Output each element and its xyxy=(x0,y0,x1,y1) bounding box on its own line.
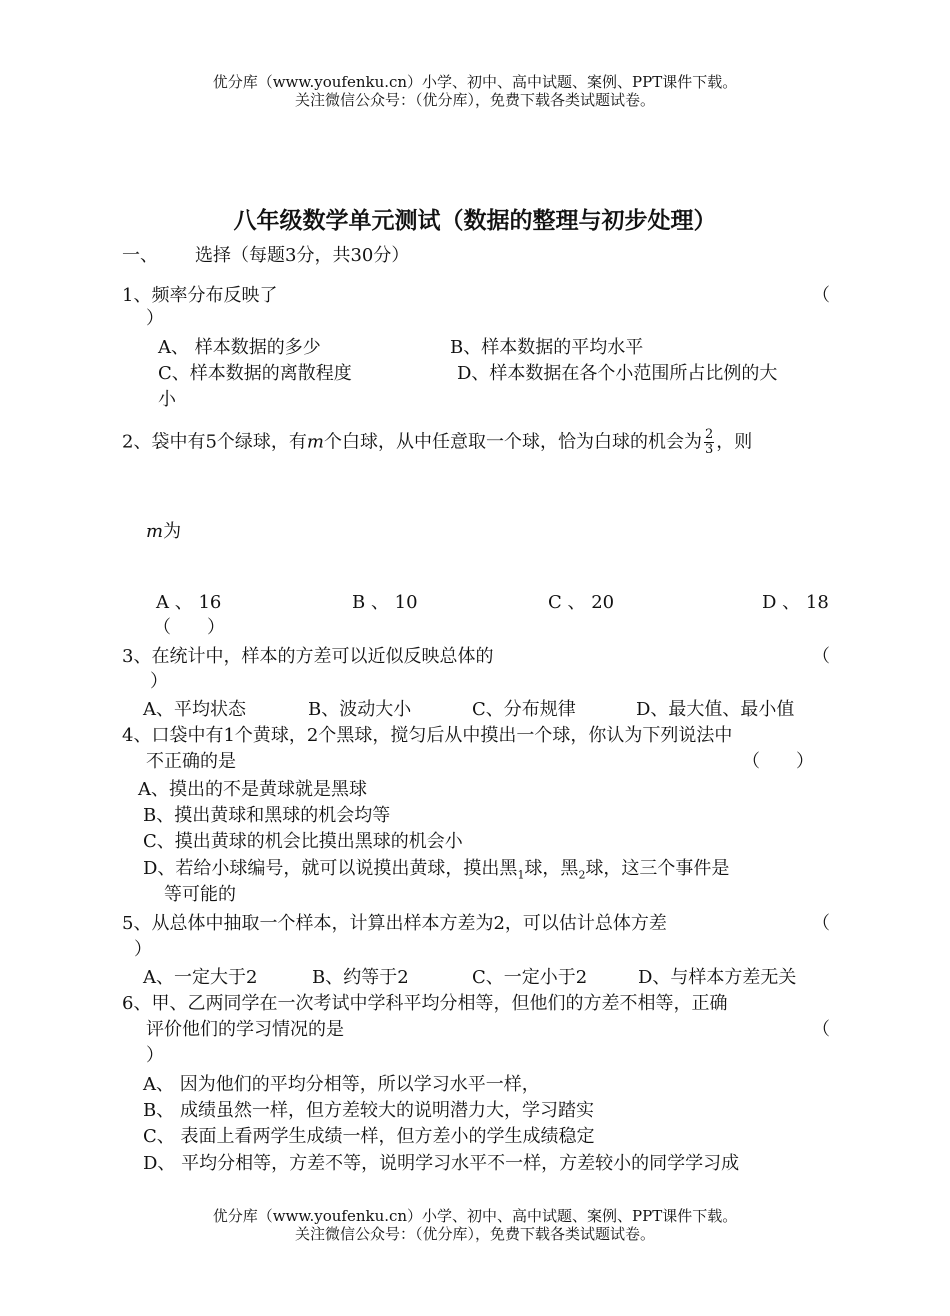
q3-option-a: A、平均状态 xyxy=(143,699,246,720)
q4-option-d-part3: 球，这三个事件是 xyxy=(585,858,730,879)
q3-paren-open: （ xyxy=(812,646,830,667)
header-line-2: 关注微信公众号：（优分库），免费下载各类试题试卷。 xyxy=(294,91,655,109)
q2-var-m: m xyxy=(306,431,324,453)
q1-option-b: B、样本数据的平均水平 xyxy=(450,337,644,358)
q2-cont xyxy=(146,520,181,544)
q5-paren-open: （ xyxy=(812,913,830,934)
q4-paren: （ ） xyxy=(742,751,814,772)
q4-sub-2: 2 xyxy=(578,868,586,882)
q5-option-c: C、一定小于2 xyxy=(472,967,588,988)
q4-option-c: C、摸出黄球的机会比摸出黑球的机会小 xyxy=(143,831,463,852)
section-number: 一、 xyxy=(122,245,158,266)
q3-option-d: D、最大值、最小值 xyxy=(636,699,795,720)
q2-stem-part3: ，则 xyxy=(716,431,753,453)
q5-option-b: B、约等于2 xyxy=(312,967,409,988)
q5-option-d: D、与样本方差无关 xyxy=(638,967,797,988)
q1-stem: 1、频率分布反映了 xyxy=(122,285,278,306)
q2-option-d: D 、 18 xyxy=(762,592,829,613)
q3-option-c: C、分布规律 xyxy=(472,699,576,720)
q2-option-b: B 、 10 xyxy=(352,592,418,613)
q4-stem: 4、口袋中有1个黄球，2个黑球，搅匀后从中摸出一个球，你认为下列说法中 xyxy=(122,725,733,746)
q4-option-b: B、摸出黄球和黑球的机会均等 xyxy=(143,805,391,826)
q2-cont-text: 为 xyxy=(163,521,182,542)
q4-option-d-cont: 等可能的 xyxy=(164,884,236,905)
q6-option-b: B、 成绩虽然一样，但方差较大的说明潜力大，学习踏实 xyxy=(143,1100,594,1121)
q5-option-a: A、一定大于2 xyxy=(143,967,258,988)
q2-stem-part2: 个白球，从中任意取一个球，恰为白球的机会为 xyxy=(323,431,702,453)
page-title: 八年级数学单元测试（数据的整理与初步处理） xyxy=(233,207,717,234)
q3-option-b: B、波动大小 xyxy=(308,699,412,720)
q1-paren-open: （ xyxy=(812,285,830,306)
footer-line-2: 关注微信公众号：（优分库），免费下载各类试题试卷。 xyxy=(294,1225,655,1243)
q5-stem: 5、从总体中抽取一个样本，计算出样本方差为2，可以估计总体方差 xyxy=(122,913,667,934)
q6-paren-close: ） xyxy=(146,1045,164,1066)
q1-option-d-cont: 小 xyxy=(158,389,176,410)
q2-frac-den: 3 xyxy=(704,442,714,457)
q2-var-m2: m xyxy=(146,521,164,542)
q2-option-a: A 、 16 xyxy=(156,592,222,613)
q1-option-d: D、样本数据在各个小范围所占比例的大 xyxy=(457,363,778,384)
q4-option-a: A、摸出的不是黄球就是黑球 xyxy=(138,779,367,800)
q4-option-d-part1: D、若给小球编号，就可以说摸出黄球，摸出黑 xyxy=(143,858,518,879)
q2-stem xyxy=(122,428,752,457)
section-heading: 选择（每题3分，共30分） xyxy=(195,245,410,266)
q4-option-d-part2: 球，黑 xyxy=(524,858,579,879)
q2-option-c: C 、 20 xyxy=(548,592,615,613)
q1-option-a: A、 样本数据的多少 xyxy=(158,337,321,358)
q4-cont: 不正确的是 xyxy=(146,751,236,772)
q2-frac-num: 2 xyxy=(704,427,714,442)
q6-cont: 评价他们的学习情况的是 xyxy=(146,1019,344,1040)
q2-fraction xyxy=(704,428,714,457)
q1-option-c: C、样本数据的离散程度 xyxy=(158,363,352,384)
q6-option-d: D、 平均分相等，方差不等，说明学习水平不一样，方差较小的同学学习成 xyxy=(143,1153,740,1174)
q3-paren-close: ） xyxy=(150,671,168,692)
q2-paren: （ ） xyxy=(153,617,225,638)
q6-paren-open: （ xyxy=(812,1019,830,1040)
header-line-1: 优分库（www.youfenku.cn）小学、初中、高中试题、案例、PPT课件下载。 xyxy=(212,73,738,91)
q6-option-a: A、 因为他们的平均分相等，所以学习水平一样， xyxy=(143,1074,540,1095)
q6-stem: 6、甲、乙两同学在一次考试中学科平均分相等，但他们的方差不相等，正确 xyxy=(122,993,728,1014)
q1-paren-close: ） xyxy=(146,308,164,329)
q3-stem: 3、在统计中，样本的方差可以近似反映总体的 xyxy=(122,646,494,667)
q4-sub-1: 1 xyxy=(517,868,525,882)
q6-option-c: C、 表面上看两学生成绩一样，但方差小的学生成绩稳定 xyxy=(143,1126,595,1147)
q5-paren-close: ） xyxy=(134,939,152,960)
q2-stem-part1: 2、袋中有5个绿球，有 xyxy=(122,431,307,453)
footer-line-1: 优分库（www.youfenku.cn）小学、初中、高中试题、案例、PPT课件下载。 xyxy=(212,1207,738,1225)
